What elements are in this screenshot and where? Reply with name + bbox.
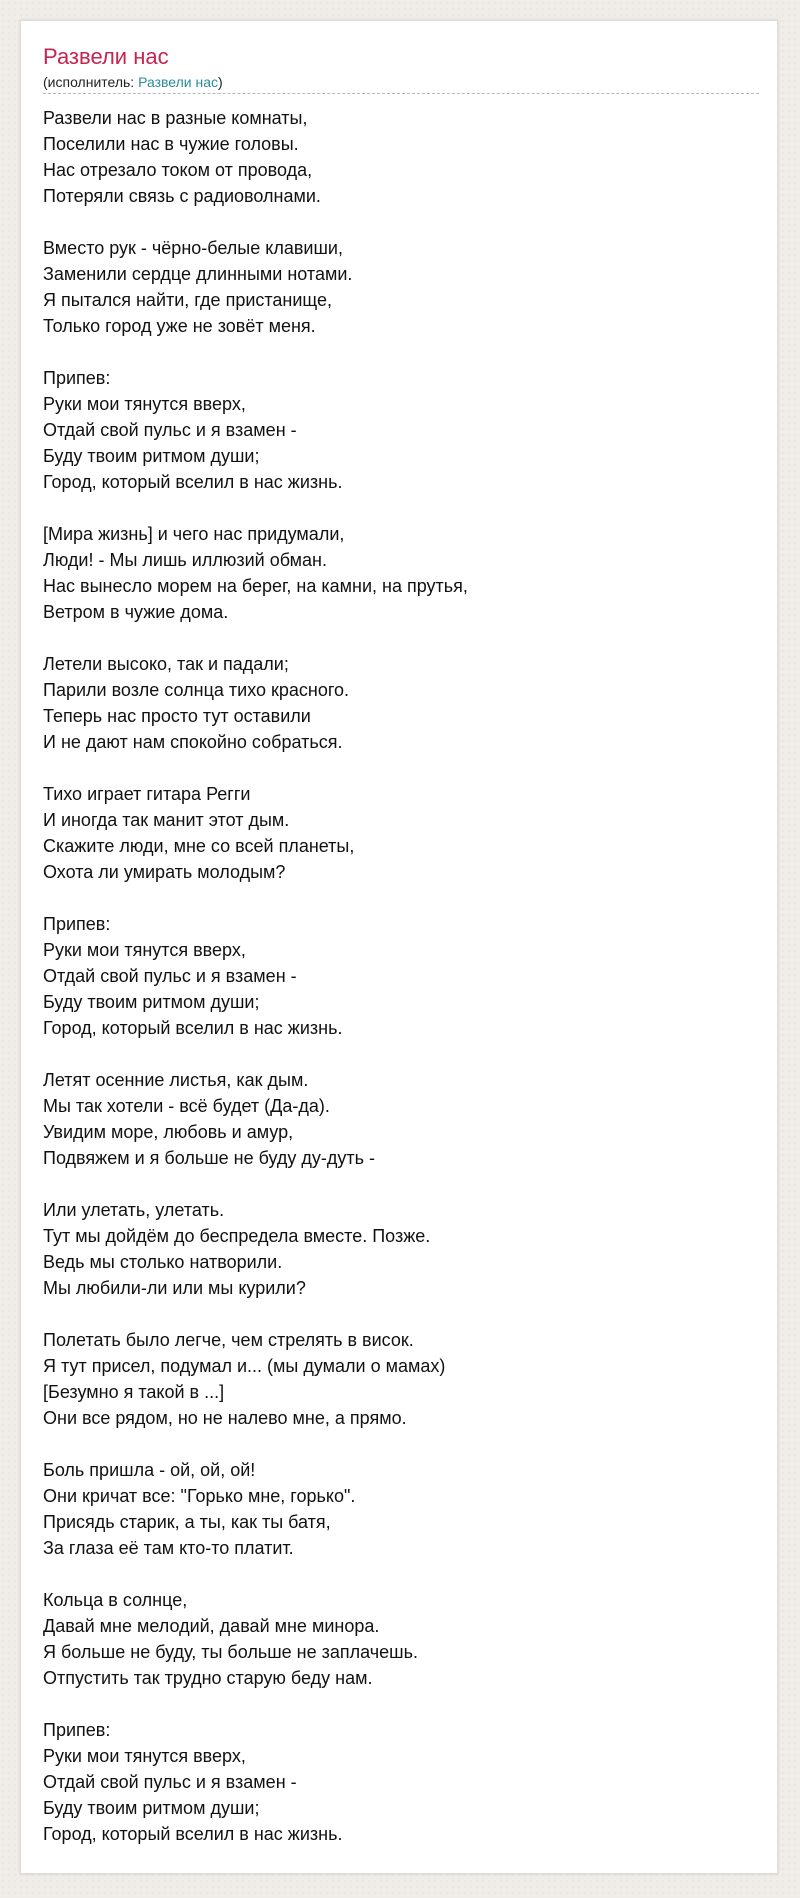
lyric-line: Или улетать, улетать.	[43, 1200, 225, 1220]
lyric-line: Люди! - Мы лишь иллюзий обман.	[43, 550, 327, 570]
lyric-line: Присядь старик, а ты, как ты батя,	[43, 1512, 331, 1532]
lyric-line: Буду твоим ритмом души;	[43, 992, 260, 1012]
artist-suffix: )	[218, 74, 223, 90]
lyric-line: Я больше не буду, ты больше не заплачешь.	[43, 1642, 418, 1662]
lyrics-stanza	[43, 521, 759, 625]
lyric-line: Руки мои тянутся вверх,	[43, 394, 246, 414]
lyric-line: Отпустить так трудно старую беду нам.	[43, 1668, 373, 1688]
lyric-line: Буду твоим ритмом души;	[43, 1798, 260, 1818]
lyrics-stanza	[43, 365, 759, 495]
lyric-line: Летели высоко, так и падали;	[43, 654, 289, 674]
song-title: Развели нас	[43, 44, 169, 69]
lyric-line: Полетать было легче, чем стрелять в висок.	[43, 1330, 414, 1350]
lyric-line: Я пытался найти, где пристанище,	[43, 290, 333, 310]
lyric-line: Развели нас в разные комнаты,	[43, 108, 308, 128]
lyric-line: Тихо играет гитара Регги	[43, 784, 251, 804]
lyrics-stanza	[43, 1457, 759, 1561]
lyric-line: Вместо рук - чёрно-белые клавиши,	[43, 238, 343, 258]
lyrics-stanza	[43, 105, 759, 209]
lyric-line: Летят осенние листья, как дым.	[43, 1070, 309, 1090]
lyric-line: Ведь мы столько натворили.	[43, 1252, 283, 1272]
lyric-line: Теперь нас просто тут оставили	[43, 706, 311, 726]
lyric-line: [Мира жизнь] и чего нас придумали,	[43, 524, 345, 544]
lyrics-stanza	[43, 651, 759, 755]
lyric-line: Боль пришла - ой, ой, ой!	[43, 1460, 256, 1480]
lyric-line: Увидим море, любовь и амур,	[43, 1122, 294, 1142]
lyric-line: Припев:	[43, 1720, 111, 1740]
artist-link[interactable]: Развели нас	[138, 74, 219, 90]
lyric-line: Только город уже не зовёт меня.	[43, 316, 316, 336]
lyric-line: Я тут присел, подумал и... (мы думали о мамах)	[43, 1356, 446, 1376]
lyric-line: [Безумно я такой в ...]	[43, 1382, 225, 1402]
lyric-line: Буду твоим ритмом души;	[43, 446, 260, 466]
lyrics-stanza	[43, 1327, 759, 1431]
lyric-line: Припев:	[43, 914, 111, 934]
lyric-line: Город, который вселил в нас жизнь.	[43, 1824, 343, 1844]
lyric-line: Кольца в солнце,	[43, 1590, 188, 1610]
lyric-line: Руки мои тянутся вверх,	[43, 1746, 246, 1766]
lyrics-stanza	[43, 1717, 759, 1847]
lyric-line: Они все рядом, но не налево мне, а прямо.	[43, 1408, 407, 1428]
lyrics-stanza	[43, 1197, 759, 1301]
lyric-line: И не дают нам спокойно собраться.	[43, 732, 343, 752]
lyrics-stanza	[43, 911, 759, 1041]
lyric-line: Мы так хотели - всё будет (Да-да).	[43, 1096, 330, 1116]
lyrics-stanza	[43, 781, 759, 885]
lyric-line: Отдай свой пульс и я взамен -	[43, 1772, 297, 1792]
artist-prefix: (исполнитель:	[43, 74, 139, 90]
lyric-line: Подвяжем и я больше не буду ду-дуть -	[43, 1148, 376, 1168]
lyric-line: Заменили сердце длинными нотами.	[43, 264, 353, 284]
lyric-line: Поселили нас в чужие головы.	[43, 134, 299, 154]
lyric-line: Охота ли умирать молодым?	[43, 862, 286, 882]
lyric-line: Они кричат все: "Горько мне, горько".	[43, 1486, 356, 1506]
lyric-line: Город, который вселил в нас жизнь.	[43, 1018, 343, 1038]
lyric-line: Припев:	[43, 368, 111, 388]
lyric-line: Мы любили-ли или мы курили?	[43, 1278, 306, 1298]
lyrics-card	[20, 20, 778, 1874]
lyric-line: Руки мои тянутся вверх,	[43, 940, 246, 960]
lyric-line: Парили возле солнца тихо красного.	[43, 680, 350, 700]
lyric-line: Тут мы дойдём до беспредела вместе. Позже.	[43, 1226, 431, 1246]
lyric-line: За глаза её там кто-то платит.	[43, 1538, 294, 1558]
lyrics-text	[43, 105, 759, 1873]
lyric-line: Нас вынесло морем на берег, на камни, на прутья,	[43, 576, 468, 596]
lyric-line: Нас отрезало током от провода,	[43, 160, 313, 180]
lyrics-stanza	[43, 235, 759, 339]
lyric-line: Отдай свой пульс и я взамен -	[43, 966, 297, 986]
lyrics-stanza	[43, 1067, 759, 1171]
lyric-line: Скажите люди, мне со всей планеты,	[43, 836, 355, 856]
lyric-line: И иногда так манит этот дым.	[43, 810, 290, 830]
lyric-line: Ветром в чужие дома.	[43, 602, 229, 622]
lyric-line: Давай мне мелодий, давай мне минора.	[43, 1616, 380, 1636]
artist-line	[43, 73, 223, 91]
lyric-line: Город, который вселил в нас жизнь.	[43, 472, 343, 492]
dashed-divider	[43, 93, 759, 94]
lyric-line: Потеряли связь с радиоволнами.	[43, 186, 321, 206]
lyric-line: Отдай свой пульс и я взамен -	[43, 420, 297, 440]
lyrics-stanza	[43, 1587, 759, 1691]
